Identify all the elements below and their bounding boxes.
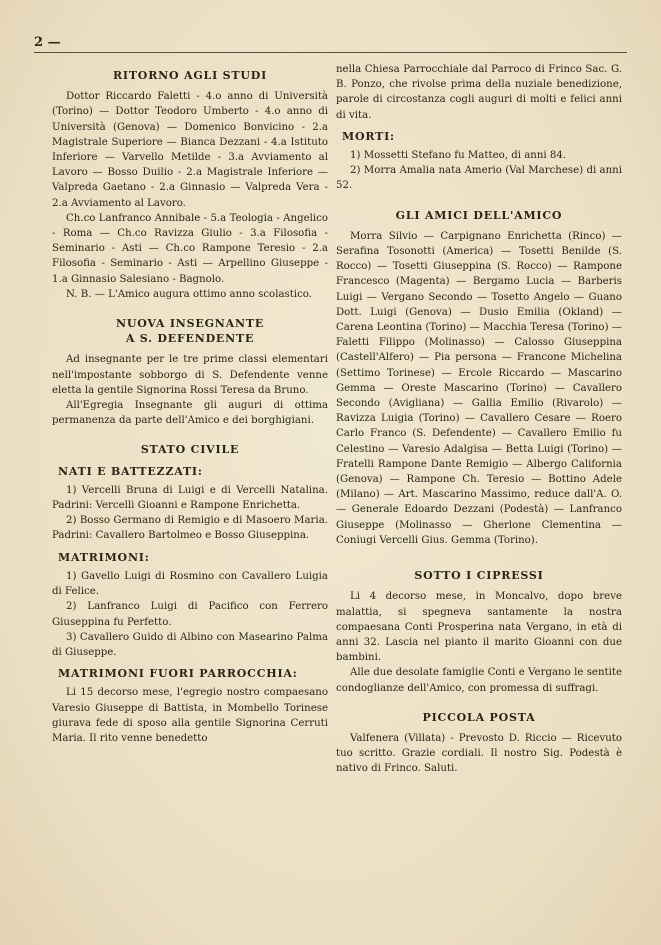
ritorno-text-2: Ch.co Lanfranco Annibale - 5.a Teologia - Angelico - Roma — Ch.co Ravizza Giulio - 3.a Filosofia - Seminario - Asti — Ch.co Rampone Teresio - 2.a Filosofia - Seminario - Asti — Arpellino Giuseppe - 1.a Ginnasio Salesiano - Bagnolo. xyxy=(52,212,328,285)
amici-title: GLI AMICI DELL'AMICO xyxy=(395,208,563,222)
morti-item: 2) Morra Amalia nata Amerio (Val Marchese) di anni 52. xyxy=(336,165,622,192)
page-number: 2 — xyxy=(34,35,61,50)
nati-item: 2) Bosso Germano di Remigio e di Masoero Maria. Padrini: Cavallero Bartolmeo e Bosso Giuseppina. xyxy=(52,515,328,542)
ritorno-note: N. B. — L'Amico augura ottimo anno scolastico. xyxy=(66,288,313,300)
header-rule xyxy=(34,52,627,53)
left-column xyxy=(52,62,328,746)
insegnante-text: Ad insegnante per le tre prime classi elementari nell'impostante sobborgo di S. Defendente venne eletta la gentile Signorina Rossi Teresa da Bruno. xyxy=(52,354,328,396)
cipressi-title: SOTTO I CIPRESSI xyxy=(414,569,544,583)
morti-item: 1) Mossetti Stefano fu Matteo, di anni 84. xyxy=(350,150,567,162)
insegnante-title-2: A S. DEFENDENTE xyxy=(125,332,255,346)
piccola-posta-title: PICCOLA POSTA xyxy=(422,710,536,724)
matrimoni-item: 2) Lanfranco Luigi di Pacifico con Ferrero Giuseppina fu Perfetto. xyxy=(52,601,328,628)
right-column xyxy=(336,62,622,777)
amici-text: Morra Silvio — Carpignano Enrichetta (Rinco) — Serafina Tosonotti (America) — Tosetti Benilde (S. Rocco) — Tosetti Giuseppina (S. Rocco) — Rampone Francesco (Magenta) — Bergamo Lucia — Barberis Luigi — Vergano Secondo — Tosetto Angelo — Guano Dott. Luigi (Genova) — Dusio Emilia (Okland) — Carena Leontina (Torino) — Macchia Teresa (Torino) — Faletti Filippo (Molinasso) — Calosso Giuseppina (Castell'Alfero) — Pia persona — Francone Michelina (Settimo Torinese) — Ercole Riccardo — Mascarino Gemma — Oreste Mascarino (Torino) — Cavallero Secondo (Avigliana) — Gallia Emilio (Rivarolo) — Ravizza Luigia (Torino) — Cavallero Cesare — Roero Carlo Franco (S. Defendente) — Cavallero Emilio fu Celestino — Varesio Adalgisa — Betta Luigi (Torino) — Fratelli Rampone Dante Remigio — Albergo California (Genova) — Rampone Ch. Teresio — Bottino Adele (Milano) — Art. Mascarino Massimo, reduce dall'A. O. — Generale Edoardo Dezzani (Podestà) — Lanfranco Giuseppe (Molinasso — Gherlone Clementina — Coniugi Vercelli Gius. Gemma (Torino). xyxy=(336,230,622,546)
insegnante-text-2: All'Egregia Insegnante gli auguri di ottima permanenza da parte dell'Amico e dei borghigiani. xyxy=(52,400,328,427)
fuori-parrocchia-continued: nella Chiesa Parrocchiale dal Parroco di Frinco Sac. G. B. Ponzo, che rivolse prima della nuziale benedizione, parole di circostanza cogli auguri di molti e felici anni di vita. xyxy=(336,64,622,121)
piccola-posta-text: Valfenera (Villata) - Prevosto D. Riccio — Ricevuto tuo scritto. Grazie cordiali. Il nostro Sig. Podestà è nativo di Frinco. Saluti. xyxy=(336,732,622,775)
stato-civile-title: STATO CIVILE xyxy=(140,443,240,457)
ritorno-text: Dottor Riccardo Faletti - 4.o anno di Università (Torino) — Dottor Teodoro Umberto - 4.o anno di Università (Genova) — Domenico Bonvicino - 2.a Magistrale Superiore — Bianca Dezzani - 4.a Istituto Inferiore — Varvello Metilde - 3.a Avviamento al Lavoro — Bosso Duilio - 2.a Magistrale Inferiore — Valpreda Gaetano - 2.a Ginnasio — Valpreda Vera - 2.a Avviamento al Lavoro. xyxy=(52,91,328,209)
ritorno-title: RITORNO AGLI STUDI xyxy=(112,69,268,82)
fuori-parrocchia-title: MATRIMONI FUORI PARROCCHIA: xyxy=(58,667,298,681)
insegnante-title-1: NUOVA INSEGNANTE xyxy=(115,317,265,331)
matrimoni-item: 3) Cavallero Guido di Albino con Masearino Palma di Giuseppe. xyxy=(52,631,328,658)
cipressi-text-2: Alle due desolate famiglie Conti e Vergano le sentite condoglianze dell'Amico, con promessa di suffragi. xyxy=(336,667,622,694)
nati-item: 1) Vercelli Bruna di Luigi e di Vercelli Natalina. Padrini: Vercelli Gioanni e Rampone Enrichetta. xyxy=(52,484,328,512)
fuori-parrocchia-text: Li 15 decorso mese, l'egregio nostro compaesano Varesio Giuseppe di Battista, in Mombello Torinese giurava fede di sposo alla gentile Signorina Cerruti Maria. Il rito venne benedetto xyxy=(52,687,328,744)
matrimoni-title: MATRIMONI: xyxy=(58,550,150,564)
nati-title: NATI E BATTEZZATI: xyxy=(58,464,203,478)
matrimoni-item: 1) Gavello Luigi di Rosmino con Cavallero Luigia di Felice. xyxy=(52,570,328,598)
cipressi-text: Li 4 decorso mese, in Moncalvo, dopo breve malattia, si spegneva santamente la nostra compaesana Conti Prosperina nata Vergano, in età di anni 32. Lascia nel pianto il marito Gioanni con due bambini. xyxy=(336,591,622,664)
morti-title: MORTI: xyxy=(342,129,395,143)
